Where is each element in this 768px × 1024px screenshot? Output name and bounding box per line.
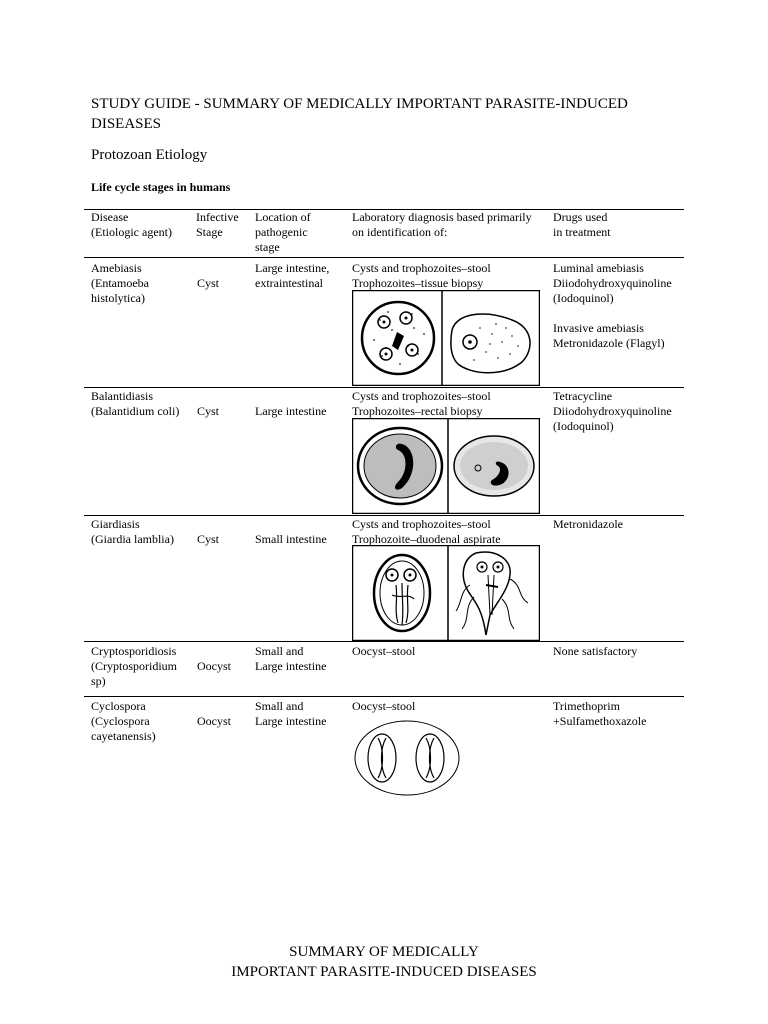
row-amebiasis-diagnosis: Cysts and trophozoites–stool Trophozoites–tissue biopsy <box>352 261 491 290</box>
table-rule-row2 <box>84 515 684 516</box>
row-cryptosporidiosis-drugs: None satisfactory <box>553 644 638 658</box>
table-rule-row4 <box>84 696 684 697</box>
row-amebiasis-stage: Cyst <box>197 276 220 290</box>
footer-line-2: IMPORTANT PARASITE-INDUCED DISEASES <box>231 964 537 980</box>
cyclospora-illustration <box>352 718 462 798</box>
row-giardiasis-stage: Cyst <box>197 532 220 546</box>
row-cyclospora-diagnosis: Oocyst–stool <box>352 699 416 713</box>
row-cryptosporidiosis-location: Small and Large intestine <box>255 644 327 673</box>
row-balantidiasis-location: Large intestine <box>255 404 327 418</box>
page-footer <box>0 942 768 982</box>
row-amebiasis-location: Large intestine, extraintestinal <box>255 261 330 290</box>
row-amebiasis-disease: Amebiasis (Entamoeba histolytica) <box>91 261 149 305</box>
row-giardiasis-diagnosis: Cysts and trophozoites–stool Trophozoite–duodenal aspirate <box>352 517 501 546</box>
table-rule-row1 <box>84 387 684 388</box>
section-heading: Life cycle stages in humans <box>91 180 231 194</box>
row-balantidiasis-drugs: Tetracycline Diiodohydroxyquinoline (Iodoquinol) <box>553 389 672 433</box>
row-cyclospora-drugs: Trimethoprim +Sulfamethoxazole <box>553 699 647 728</box>
row-balantidiasis-diagnosis: Cysts and trophozoites–stool Trophozoites–rectal biopsy <box>352 389 491 418</box>
row-amebiasis-drugs: Luminal amebiasis Diiodohydroxyquinoline (Iodoquinol) Invasive amebiasis Metronidazole (Flagyl) <box>553 261 672 350</box>
page-subtitle: Protozoan Etiology <box>91 147 208 163</box>
column-header-location: Location of pathogenic stage <box>255 210 311 254</box>
row-balantidiasis-disease: Balantidiasis (Balantidium coli) <box>91 389 180 418</box>
footer-line-1: SUMMARY OF MEDICALLY <box>289 944 479 960</box>
giardia-illustration <box>352 545 540 641</box>
row-giardiasis-location: Small intestine <box>255 532 327 546</box>
row-cryptosporidiosis-stage: Oocyst <box>197 659 231 673</box>
row-cryptosporidiosis-diagnosis: Oocyst–stool <box>352 644 416 658</box>
entamoeba-illustration <box>352 290 540 386</box>
row-cyclospora-stage: Oocyst <box>197 714 231 728</box>
row-giardiasis-drugs: Metronidazole <box>553 517 623 531</box>
table-rule-row3 <box>84 641 684 642</box>
column-header-stage: Infective Stage <box>196 210 239 239</box>
page-title: STUDY GUIDE - SUMMARY OF MEDICALLY IMPORTANT PARASITE-INDUCED DISEASES <box>91 96 628 132</box>
column-header-disease: Disease (Etiologic agent) <box>91 210 172 239</box>
row-giardiasis-disease: Giardiasis (Giardia lamblia) <box>91 517 174 546</box>
balantidium-illustration <box>352 418 540 514</box>
column-header-drugs: Drugs used in treatment <box>553 210 611 239</box>
row-cyclospora-disease: Cyclospora (Cyclospora cayetanensis) <box>91 699 156 743</box>
row-cyclospora-location: Small and Large intestine <box>255 699 327 728</box>
column-header-diagnosis: Laboratory diagnosis based primarily on identification of: <box>352 210 532 239</box>
table-rule-header <box>84 257 684 258</box>
row-balantidiasis-stage: Cyst <box>197 404 220 418</box>
row-cryptosporidiosis-disease: Cryptosporidiosis (Cryptosporidium sp) <box>91 644 177 688</box>
